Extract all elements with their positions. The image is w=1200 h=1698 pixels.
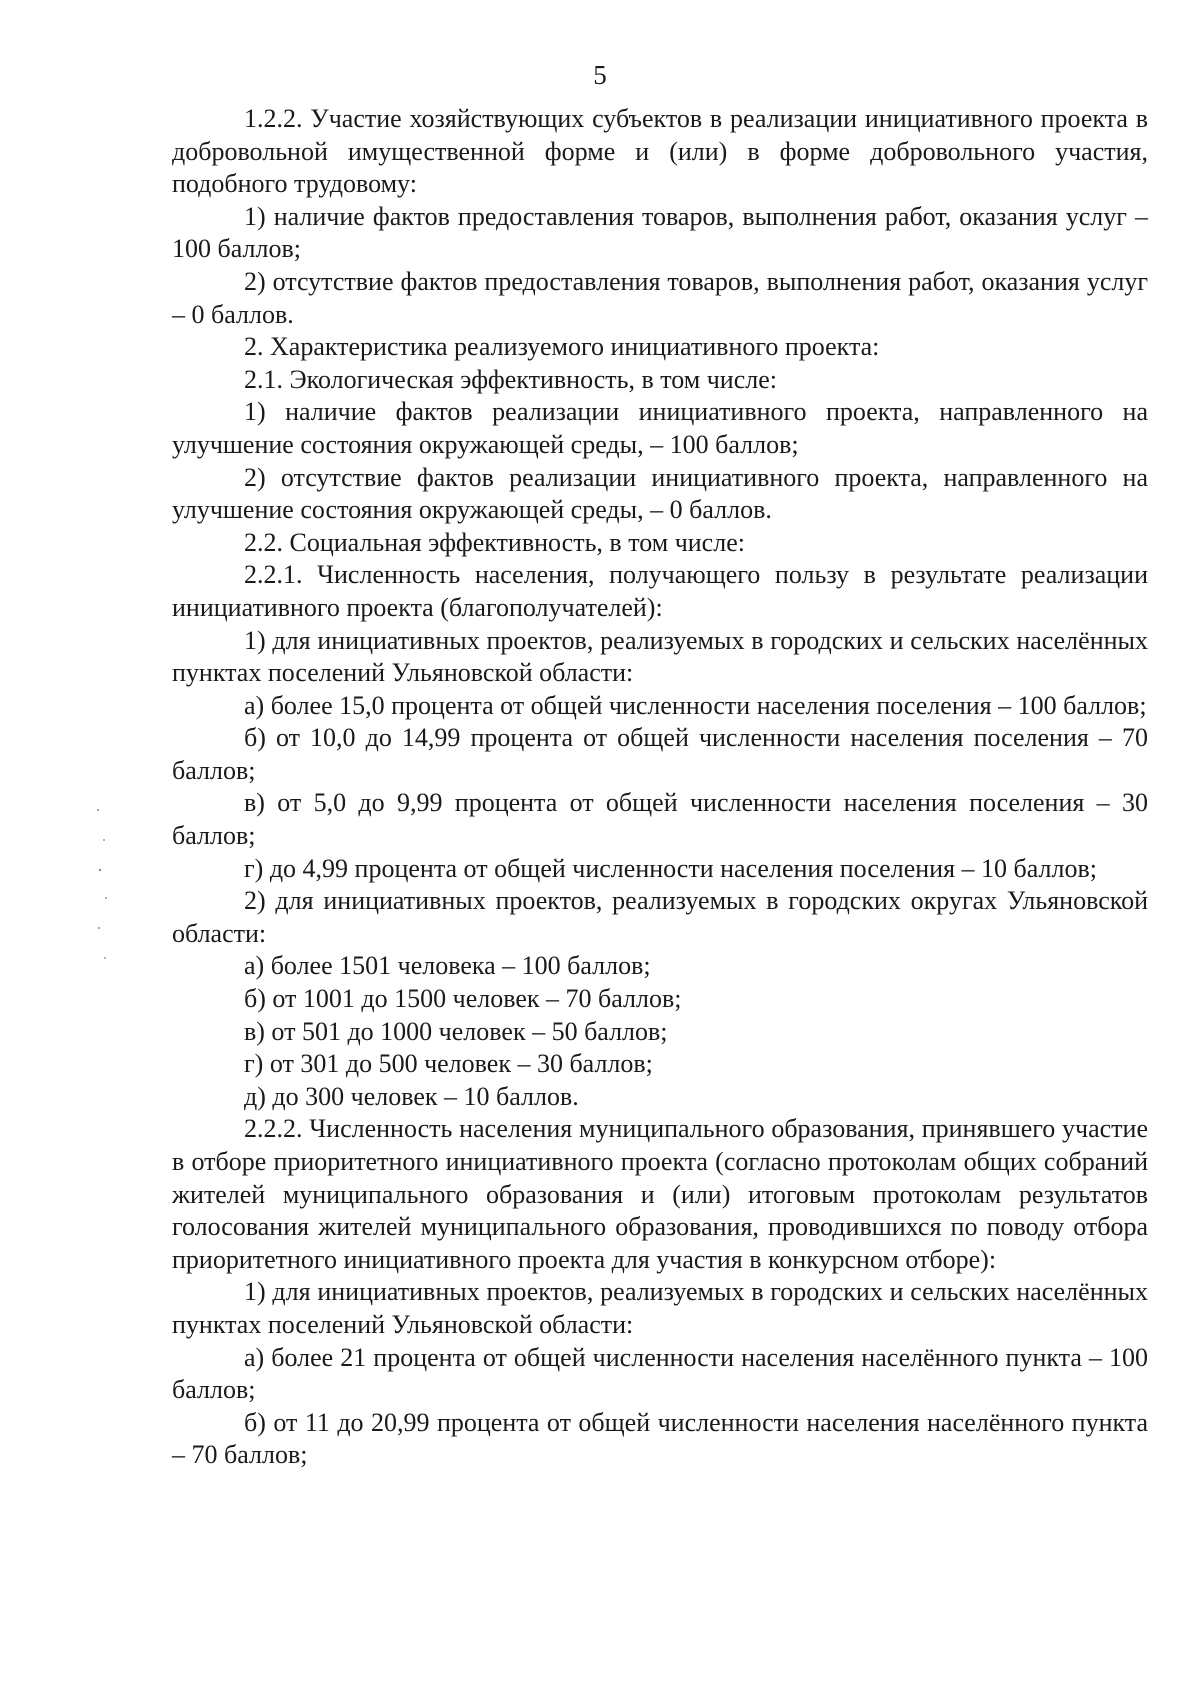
list-item: 1) наличие фактов реализации инициативного проекта, направленного на улучшение состояния окружающей среды, – 100 баллов; xyxy=(172,397,1148,459)
page-number: 5 xyxy=(593,60,607,90)
list-item: а) более 21 процента от общей численности населения населённого пункта – 100 баллов; xyxy=(172,1342,1148,1405)
paragraph-2-2-1: 2.2.1. Численность населения, получающего пользу в результате реализации инициативного проекта (благополучателей): xyxy=(172,560,1148,622)
list-item: г) до 4,99 процента от общей численности населения поселения – 10 баллов; xyxy=(244,853,1097,883)
scan-noise-icon xyxy=(90,800,130,980)
list-item: а) более 15,0 процента от общей численности населения поселения – 100 баллов; xyxy=(244,690,1147,720)
scan-specks-decoration xyxy=(90,800,130,980)
list-item: д) до 300 человек – 10 баллов. xyxy=(244,1081,579,1111)
paragraph-1-2-2: 1.2.2. Участие хозяйствующих субъектов в реализации инициативного проекта в добровольной имущественной форме и (или) в форме добровольного участия, подобного трудовому: xyxy=(172,104,1148,199)
list-item: 1) наличие фактов предоставления товаров, выполнения работ, оказания услуг – 100 баллов; xyxy=(172,201,1148,264)
list-item: 1) для инициативных проектов, реализуемых в городских и сельских населённых пунктах поселений Ульяновской области: xyxy=(172,625,1148,688)
document-body xyxy=(172,103,1148,1472)
list-item: б) от 11 до 20,99 процента от общей численности населения населённого пункта – 70 баллов; xyxy=(172,1407,1148,1470)
list-item: 2) отсутствие фактов предоставления товаров, выполнения работ, оказания услуг – 0 баллов. xyxy=(172,266,1148,329)
list-item: 1) для инициативных проектов, реализуемых в городских и сельских населённых пунктах поселений Ульяновской области: xyxy=(172,1277,1148,1339)
list-item: в) от 501 до 1000 человек – 50 баллов; xyxy=(244,1016,668,1046)
paragraph-2-1: 2.1. Экологическая эффективность, в том числе: xyxy=(244,364,777,394)
paragraph-2-2: 2.2. Социальная эффективность, в том числе: xyxy=(244,527,745,557)
paragraph-2-2-2: 2.2.2. Численность населения муниципального образования, принявшего участие в отборе приоритетного инициативного проекта (согласно протоколам общих собраний жителей муниципального образования и (или) итоговым протоколам результатов голосования жителей муниципального образования, проводившихся по поводу отбора приоритетного инициативного проекта для участия в конкурсном отборе): xyxy=(172,1114,1148,1274)
list-item: 2) отсутствие фактов реализации инициативного проекта, направленного на улучшение состояния окружающей среды, – 0 баллов. xyxy=(172,462,1148,525)
list-item: в) от 5,0 до 9,99 процента от общей численности населения поселения – 30 баллов; xyxy=(172,788,1148,851)
list-item: 2) для инициативных проектов, реализуемых в городских округах Ульяновской области: xyxy=(172,886,1148,948)
section-heading-2: 2. Характеристика реализуемого инициативного проекта: xyxy=(244,332,880,362)
list-item: а) более 1501 человека – 100 баллов; xyxy=(244,951,651,981)
list-item: б) от 1001 до 1500 человек – 70 баллов; xyxy=(244,984,682,1014)
list-item: г) от 301 до 500 человек – 30 баллов; xyxy=(244,1049,653,1079)
list-item: б) от 10,0 до 14,99 процента от общей численности населения поселения – 70 баллов; xyxy=(172,723,1148,785)
